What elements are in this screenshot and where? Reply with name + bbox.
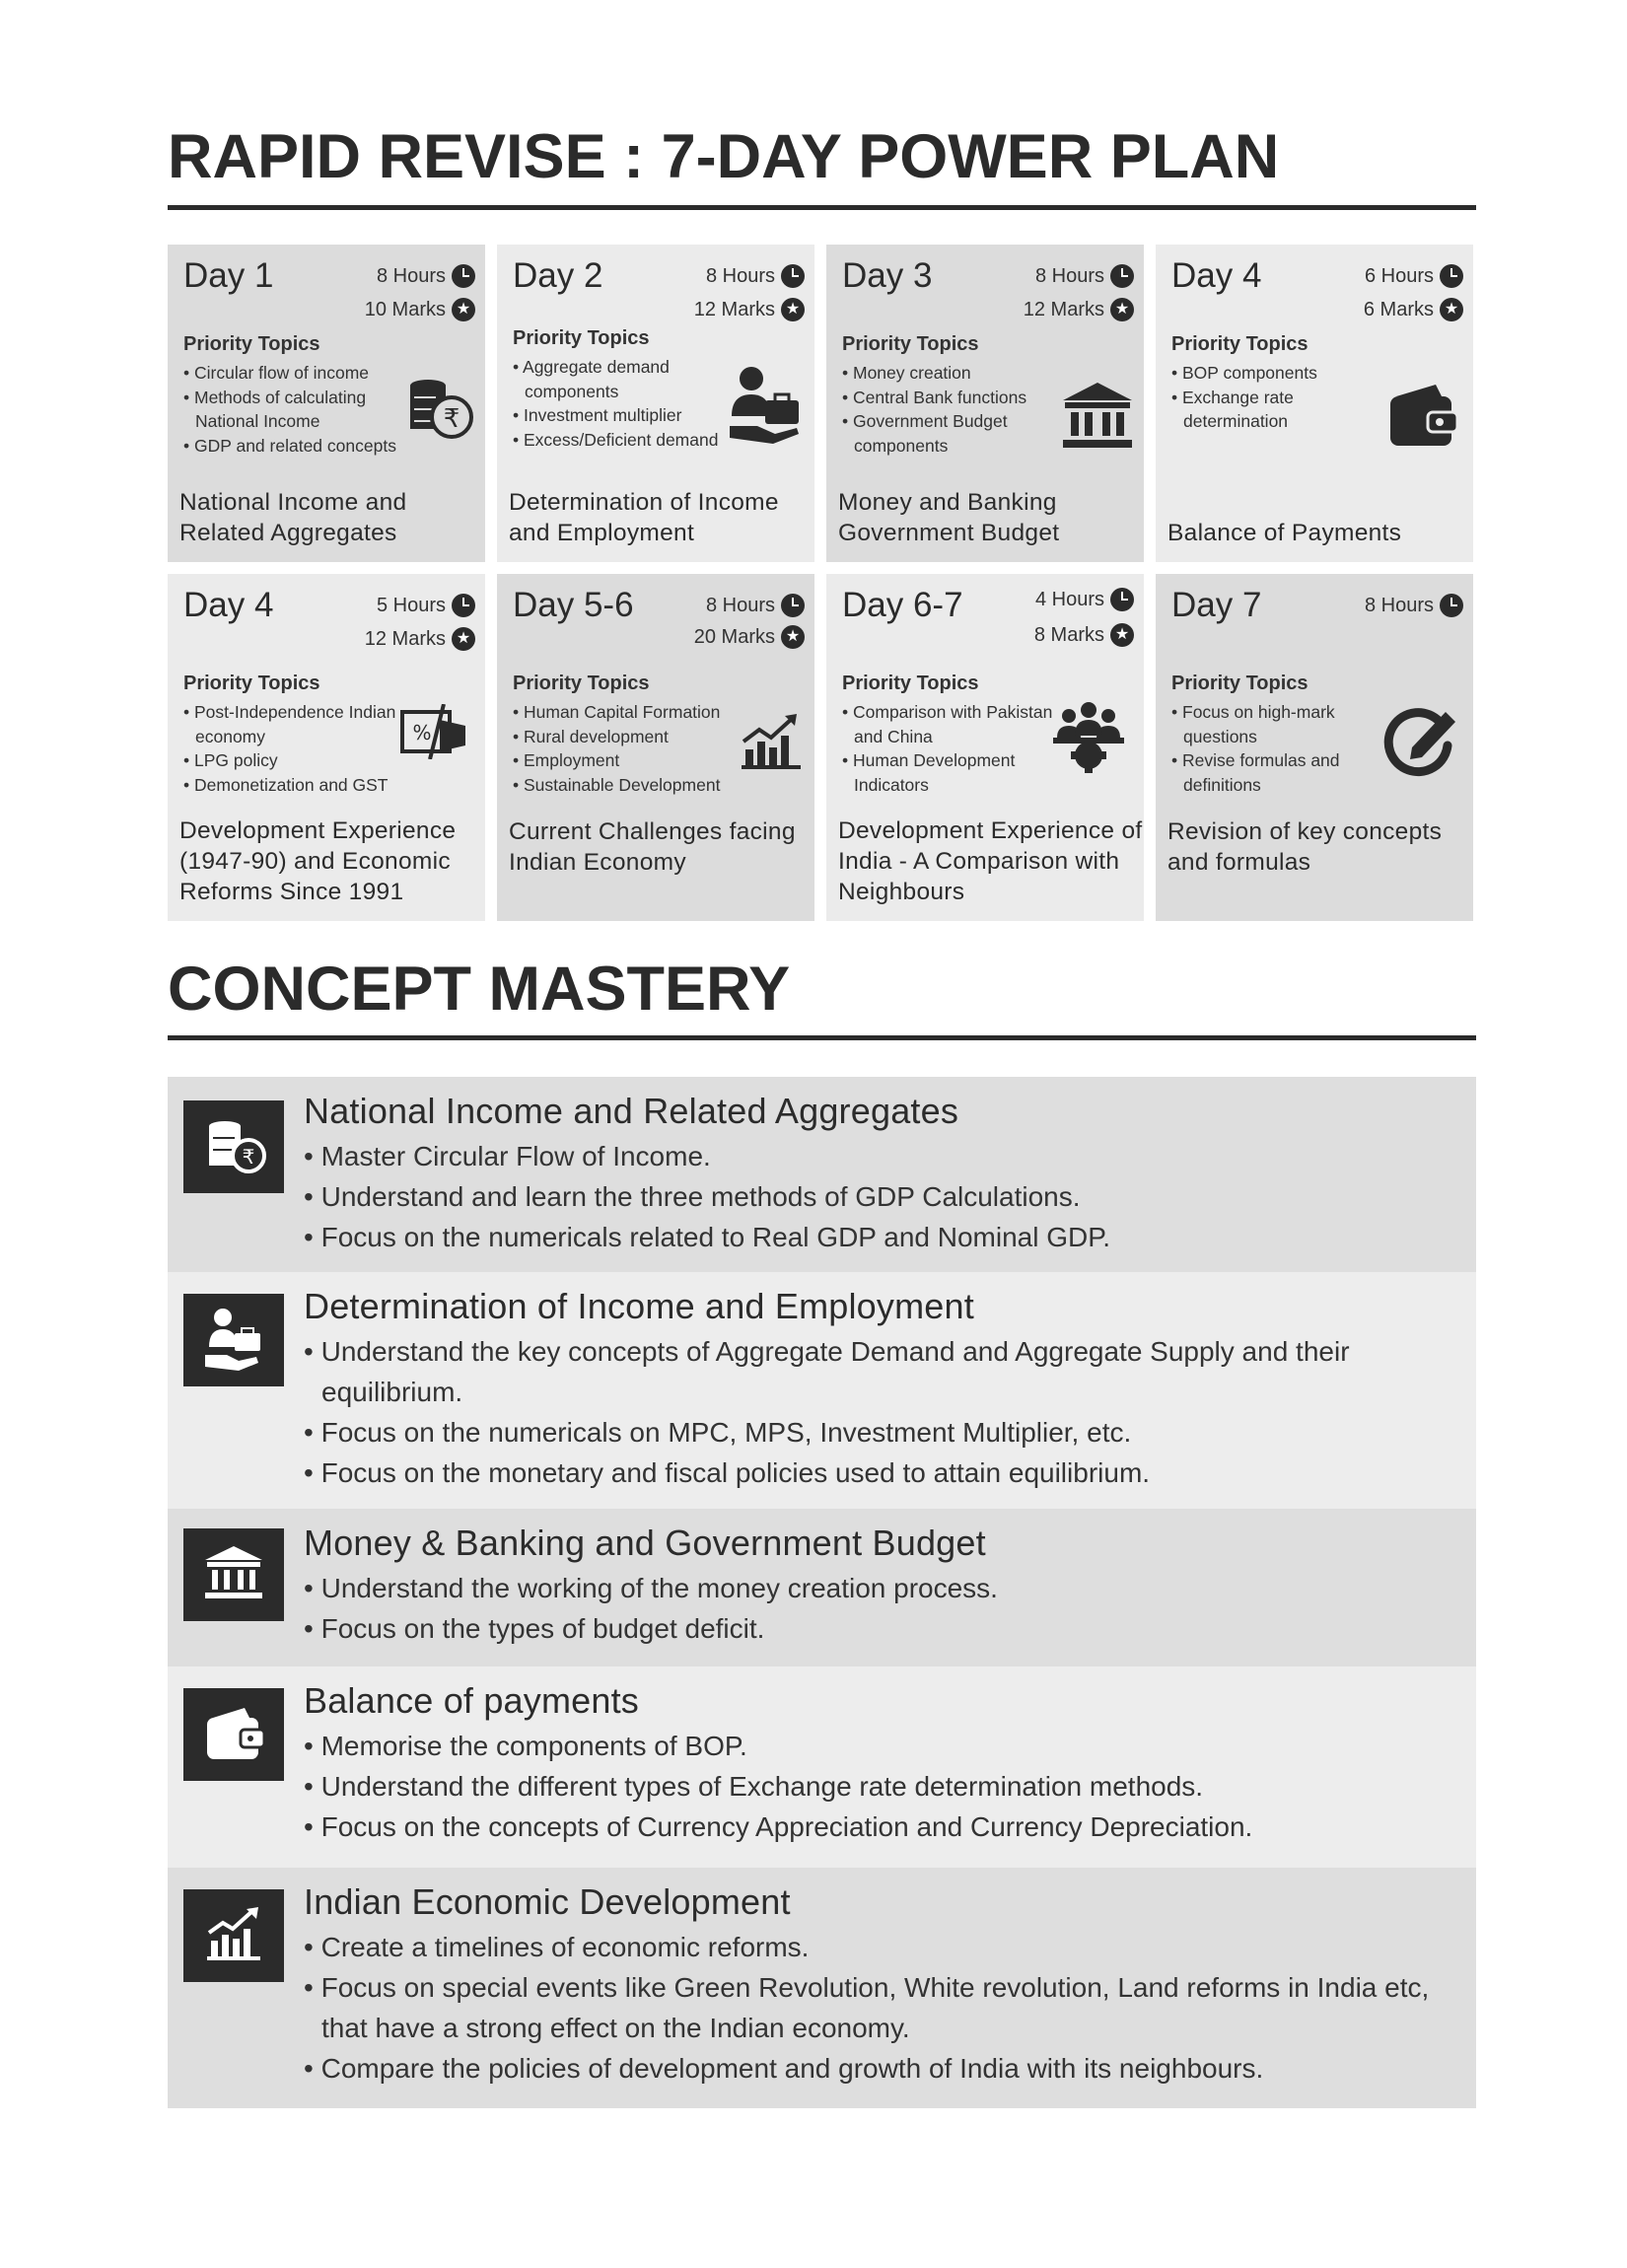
concept-point: • Focus on special events like Green Revolution, White revolution, Land reforms in India etc, that have a strong effect on the Indian economy. — [304, 1967, 1448, 2048]
star-icon: ★ — [1110, 623, 1134, 647]
plan-title: RAPID REVISE : 7-DAY POWER PLAN — [168, 122, 1280, 191]
concept-point: • Understand and learn the three methods of GDP Calculations. — [304, 1176, 1448, 1217]
concept-point: • Focus on the numericals on MPC, MPS, Investment Multiplier, etc. — [304, 1412, 1448, 1453]
clock-icon — [452, 264, 475, 288]
hours-value: 8 Hours — [1034, 264, 1104, 287]
concept-points — [304, 1136, 1448, 1257]
topic-item: • BOP components — [1171, 361, 1359, 386]
mastery-divider — [168, 1035, 1476, 1040]
svg-text:%: % — [412, 721, 432, 744]
subject-title: Current Challenges facing Indian Economy — [509, 818, 796, 876]
svg-text:₹: ₹ — [242, 1145, 255, 1169]
topic-item: • Investment multiplier — [513, 403, 720, 428]
topic-item: • Comparison with Pakistan and China — [842, 700, 1059, 748]
day-label: Day 5-6 — [513, 586, 634, 624]
svg-text:₹: ₹ — [443, 404, 460, 434]
concept-point: • Compare the policies of development and growth of India with its neighbours. — [304, 2048, 1448, 2089]
marks-value: 6 Marks — [1363, 298, 1434, 320]
day-label: Day 1 — [183, 256, 274, 295]
topic-item: • Methods of calculating National Income — [183, 386, 405, 434]
priority-topics-label: Priority Topics — [513, 327, 650, 349]
day-card — [826, 574, 1144, 921]
concept-points — [304, 1726, 1448, 1847]
topic-item: • Exchange rate determination — [1171, 386, 1359, 434]
marks-value: 12 Marks — [1023, 298, 1104, 320]
clock-icon — [1110, 588, 1134, 611]
marks-value: 12 Marks — [364, 627, 446, 650]
concept-point: • Understand the different types of Exchange rate determination methods. — [304, 1766, 1448, 1807]
priority-topics-label: Priority Topics — [1171, 333, 1309, 355]
topic-list — [1171, 361, 1359, 434]
day-label: Day 7 — [1171, 586, 1262, 624]
star-icon: ★ — [1440, 298, 1463, 321]
topic-list — [842, 361, 1064, 458]
priority-topics-label: Priority Topics — [842, 673, 979, 694]
marks-value: 12 Marks — [693, 298, 775, 320]
marks-value: 20 Marks — [693, 625, 775, 648]
concept-title: National Income and Related Aggregates — [304, 1091, 959, 1131]
topic-item: • Central Bank functions — [842, 386, 1064, 410]
subject-title: Revision of key concepts and formulas — [1167, 818, 1443, 876]
concept-point: • Focus on the monetary and fiscal policies used to attain equilibrium. — [304, 1453, 1448, 1493]
priority-topics-label: Priority Topics — [183, 673, 320, 694]
day-card — [168, 574, 485, 921]
day-label: Day 6-7 — [842, 586, 963, 624]
topic-item: • Rural development — [513, 725, 759, 749]
day-card — [1156, 245, 1473, 562]
star-icon: ★ — [452, 298, 475, 321]
mastery-title: CONCEPT MASTERY — [168, 955, 791, 1024]
star-icon: ★ — [452, 627, 475, 651]
team-gear-icon — [1051, 700, 1126, 775]
concept-title: Indian Economic Development — [304, 1881, 791, 1922]
concept-points — [304, 1331, 1448, 1493]
clock-icon — [452, 594, 475, 617]
wallet-icon — [183, 1688, 284, 1781]
concept-point: • Create a timelines of economic reforms. — [304, 1927, 1448, 1967]
topic-list — [513, 355, 720, 452]
hours-value: 5 Hours — [376, 594, 446, 616]
coins-rupee-icon — [183, 1100, 284, 1193]
concept-point: • Focus on the concepts of Currency Appreciation and Currency Depreciation. — [304, 1807, 1448, 1847]
topic-item: • Post-Independence Indian economy — [183, 700, 410, 748]
topic-item: • Employment — [513, 748, 759, 773]
topic-item: • Revise formulas and definitions — [1171, 748, 1379, 797]
title-divider — [168, 205, 1476, 210]
topic-item: • Excess/Deficient demand — [513, 428, 720, 453]
topic-list — [183, 700, 410, 797]
topic-item: • LPG policy — [183, 748, 410, 773]
hours-value: 6 Hours — [1364, 264, 1434, 287]
concept-block — [168, 1509, 1476, 1666]
subject-title: National Income and Related Aggregates — [179, 489, 407, 546]
concept-title: Determination of Income and Employment — [304, 1286, 974, 1326]
subject-title: Development Experience of India - A Comparison with Neighbours — [838, 817, 1143, 905]
concept-point: • Focus on the numericals related to Real GDP and Nominal GDP. — [304, 1217, 1448, 1257]
topic-list — [842, 700, 1059, 797]
concept-point: • Focus on the types of budget deficit. — [304, 1608, 1448, 1649]
topic-list — [183, 361, 405, 458]
hours-value: 8 Hours — [376, 264, 446, 287]
day-card — [497, 574, 814, 921]
priority-topics-label: Priority Topics — [842, 333, 979, 355]
topic-list — [513, 700, 759, 797]
concept-point: • Master Circular Flow of Income. — [304, 1136, 1448, 1176]
topic-item: • Circular flow of income — [183, 361, 405, 386]
topic-item: • GDP and related concepts — [183, 434, 405, 459]
hours-value: 8 Hours — [705, 594, 775, 616]
clock-icon — [781, 594, 805, 617]
concept-point: • Memorise the components of BOP. — [304, 1726, 1448, 1766]
employee-briefcase-icon — [728, 365, 803, 444]
topic-item: • Sustainable Development — [513, 773, 759, 798]
topic-item: • Money creation — [842, 361, 1064, 386]
subject-title: Money and Banking Government Budget — [838, 489, 1060, 546]
topic-item: • Government Budget components — [842, 409, 1064, 458]
concept-points — [304, 1568, 1448, 1649]
concept-title: Money & Banking and Government Budget — [304, 1523, 986, 1563]
star-icon: ★ — [781, 298, 805, 321]
concept-point: • Understand the working of the money creation process. — [304, 1568, 1448, 1608]
clock-icon — [1440, 594, 1463, 617]
clock-icon — [1440, 264, 1463, 288]
topic-item: • Aggregate demand components — [513, 355, 720, 403]
star-icon: ★ — [1110, 298, 1134, 321]
day-card — [1156, 574, 1473, 921]
concept-points — [304, 1927, 1448, 2089]
day-card — [168, 245, 485, 562]
employee-briefcase-icon — [183, 1294, 284, 1386]
subject-title: Development Experience (1947-90) and Economic Reforms Since 1991 — [179, 817, 457, 905]
topic-item: • Human Capital Formation — [513, 700, 759, 725]
marks-value: 8 Marks — [1033, 623, 1104, 646]
concept-block — [168, 1666, 1476, 1868]
topic-item: • Demonetization and GST — [183, 773, 410, 798]
priority-topics-label: Priority Topics — [183, 333, 320, 355]
day-label: Day 2 — [513, 256, 603, 295]
hours-value: 8 Hours — [705, 264, 775, 287]
concept-block — [168, 1077, 1476, 1272]
day-label: Day 3 — [842, 256, 933, 295]
topic-list — [1171, 700, 1379, 797]
concept-block — [168, 1868, 1476, 2108]
day-card — [826, 245, 1144, 562]
discount-tag-icon — [400, 704, 471, 759]
clock-icon — [781, 264, 805, 288]
bank-icon — [1063, 383, 1132, 448]
coins-rupee-icon — [406, 378, 475, 441]
topic-item: • Human Development Indicators — [842, 748, 1059, 797]
topic-item: • Focus on high-mark questions — [1171, 700, 1379, 748]
priority-topics-label: Priority Topics — [513, 673, 650, 694]
concept-point: • Understand the key concepts of Aggregate Demand and Aggregate Supply and their equilibrium. — [304, 1331, 1448, 1412]
growth-chart-icon — [742, 712, 801, 769]
concept-title: Balance of payments — [304, 1680, 639, 1721]
clock-icon — [1110, 264, 1134, 288]
day-label: Day 4 — [183, 586, 274, 624]
wallet-icon — [1388, 383, 1457, 448]
day-label: Day 4 — [1171, 256, 1262, 295]
subject-title: Determination of Income and Employment — [509, 489, 779, 546]
subject-title: Balance of Payments — [1167, 520, 1402, 546]
bank-icon — [183, 1528, 284, 1621]
star-icon: ★ — [781, 625, 805, 649]
priority-topics-label: Priority Topics — [1171, 673, 1309, 694]
growth-chart-icon — [183, 1889, 284, 1982]
edit-pen-icon — [1382, 702, 1461, 781]
hours-value: 4 Hours — [1034, 588, 1104, 610]
hours-value: 8 Hours — [1364, 594, 1434, 616]
marks-value: 10 Marks — [364, 298, 446, 320]
day-card — [497, 245, 814, 562]
concept-block — [168, 1272, 1476, 1509]
